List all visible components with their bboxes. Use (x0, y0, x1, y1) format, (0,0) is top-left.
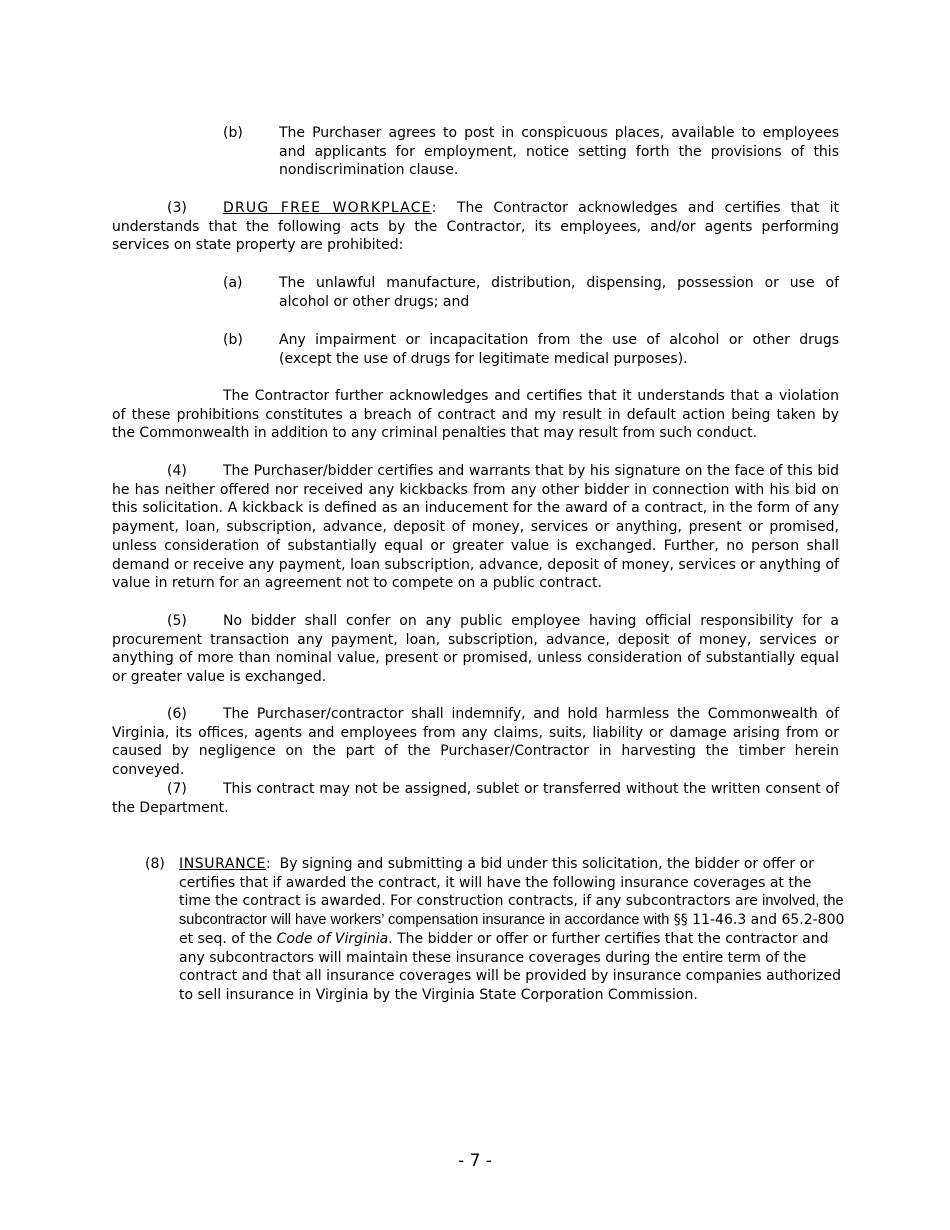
item-label: (b) (223, 332, 243, 348)
code-citation: Code of Virginia (276, 930, 389, 947)
section-number: (8) (145, 856, 165, 872)
section-number: (6) (167, 706, 187, 722)
section-text: By signing and submitting a bid under this solicitation, the bidder or offer or certifies that if awarded the contract, it will have the following insurance coverages at the time the contract is awarded. For construction contracts, if any subcontractors are (179, 856, 814, 910)
section-heading: INSURANCE (179, 856, 266, 872)
section-text: This contract may not be assigned, sublet or transferred without the written consent of the Department. (112, 781, 839, 816)
item-label: (a) (223, 275, 243, 291)
nondiscrimination-item-b (223, 124, 839, 180)
section-heading: DRUG FREE WORKPLACE (223, 200, 432, 216)
section-number: (3) (167, 200, 187, 216)
drug-free-paragraph: (3) DRUG FREE WORKPLACE: The Contractor acknowledges and certifies that it understands that the following acts by the Contractor, its employees, and/or agents performing services on state property are prohibited: (112, 200, 840, 254)
section-text: No bidder shall confer on any public employee having official responsibility for a procurement transaction any payment, loan, subscription, advance, deposit of money, services or anything of more than nominal value, present or promised, unless consideration of substantially equal or greater value is exchanged. (112, 613, 839, 686)
item-text: The Purchaser agrees to post in conspicuous places, available to employees and applicants for employment, notice setting forth the provisions of this nondiscrimination clause. (279, 125, 839, 179)
item-label: (b) (223, 125, 243, 141)
drug-free-further-paragraph (112, 387, 839, 443)
section-number: (4) (167, 463, 187, 479)
section-number: (5) (167, 613, 187, 629)
section-text: The Purchaser/contractor shall indemnify, and hold harmless the Commonwealth of Virginia, its offices, agents and employees from any claims, suits, liability or damage arising from or caused by negligence on the part of the Purchaser/Contractor in harvesting the timber herein conveyed. (112, 706, 839, 779)
insurance-paragraph: (8) INSURANCE: By signing and submitting a bid under this solicitation, the bidder or offer or certifies that if awarded the contract, it will have the following insurance coverages at the time the contract is awarded. For construction contracts, if any subcontractors are involved, the subcontractor will have workers’ compensation insurance in accordance with §§ 11-46.3 and 65.2-800 et seq. of the Code of Virginia. The bidder or offer or further certifies that the contractor and any subcontractors will maintain these insurance coverages during the entire term of the contract and that all insurance coverages will be provided by insurance companies authorized to sell insurance in Virginia by the Virginia State Corporation Commission. (145, 856, 845, 1003)
section-text: The Contractor acknowledges and certifies that it understands that the following acts by the Contractor, its employees, and/or agents performing services on state property are prohibited: (112, 200, 840, 254)
drug-free-item-a (223, 274, 839, 311)
page-number: - 7 - (458, 1151, 492, 1171)
indemnify-paragraph (112, 705, 839, 780)
section-text: The Purchaser/bidder certifies and warrants that by his signature on the face of this bid he has neither offered nor received any kickbacks from any other bidder in connection with his bid on this solicitation. A kickback is defined as an inducement for the award of a contract, in the form of any payment, loan, subscription, advance, deposit of money, services or anything, present or promised, unless consideration of substantially equal or greater value is exchanged. Further, no person shall demand or receive any payment, loan subscription, advance, deposit of money, services or anything of value in return for an agreement not to compete on a public contract. (112, 463, 839, 592)
item-text: The unlawful manufacture, distribution, dispensing, possession or use of alcohol or other drugs; and (279, 275, 839, 310)
section-text: §§ 11-46.3 and 65.2-800 et seq. of the (179, 912, 845, 947)
drug-free-item-b (223, 331, 839, 368)
public-employee-paragraph (112, 612, 839, 687)
section-text: . The bidder or offer or further certifies that the contractor and any subcontractors will maintain these insurance coverages during the entire term of the contract and that all insurance coverages will be provided by insurance companies authorized to sell insurance in Virginia by the Virginia State Corporation Commission. (179, 930, 842, 1003)
item-text: Any impairment or incapacitation from the use of alcohol or other drugs (except the use of drugs for legitimate medical purposes). (279, 332, 839, 367)
paragraph-text: The Contractor further acknowledges and certifies that it understands that a violation of these prohibitions constitutes a breach of contract and my result in default action being taken by the Commonwealth in addition to any criminal penalties that may result from such conduct. (112, 388, 839, 442)
section-text: involved, the subcontractor will have workers’ compensation insurance in accordance with (179, 893, 844, 929)
section-number: (7) (167, 781, 187, 797)
kickback-paragraph (112, 462, 839, 593)
assignment-paragraph (112, 780, 839, 817)
